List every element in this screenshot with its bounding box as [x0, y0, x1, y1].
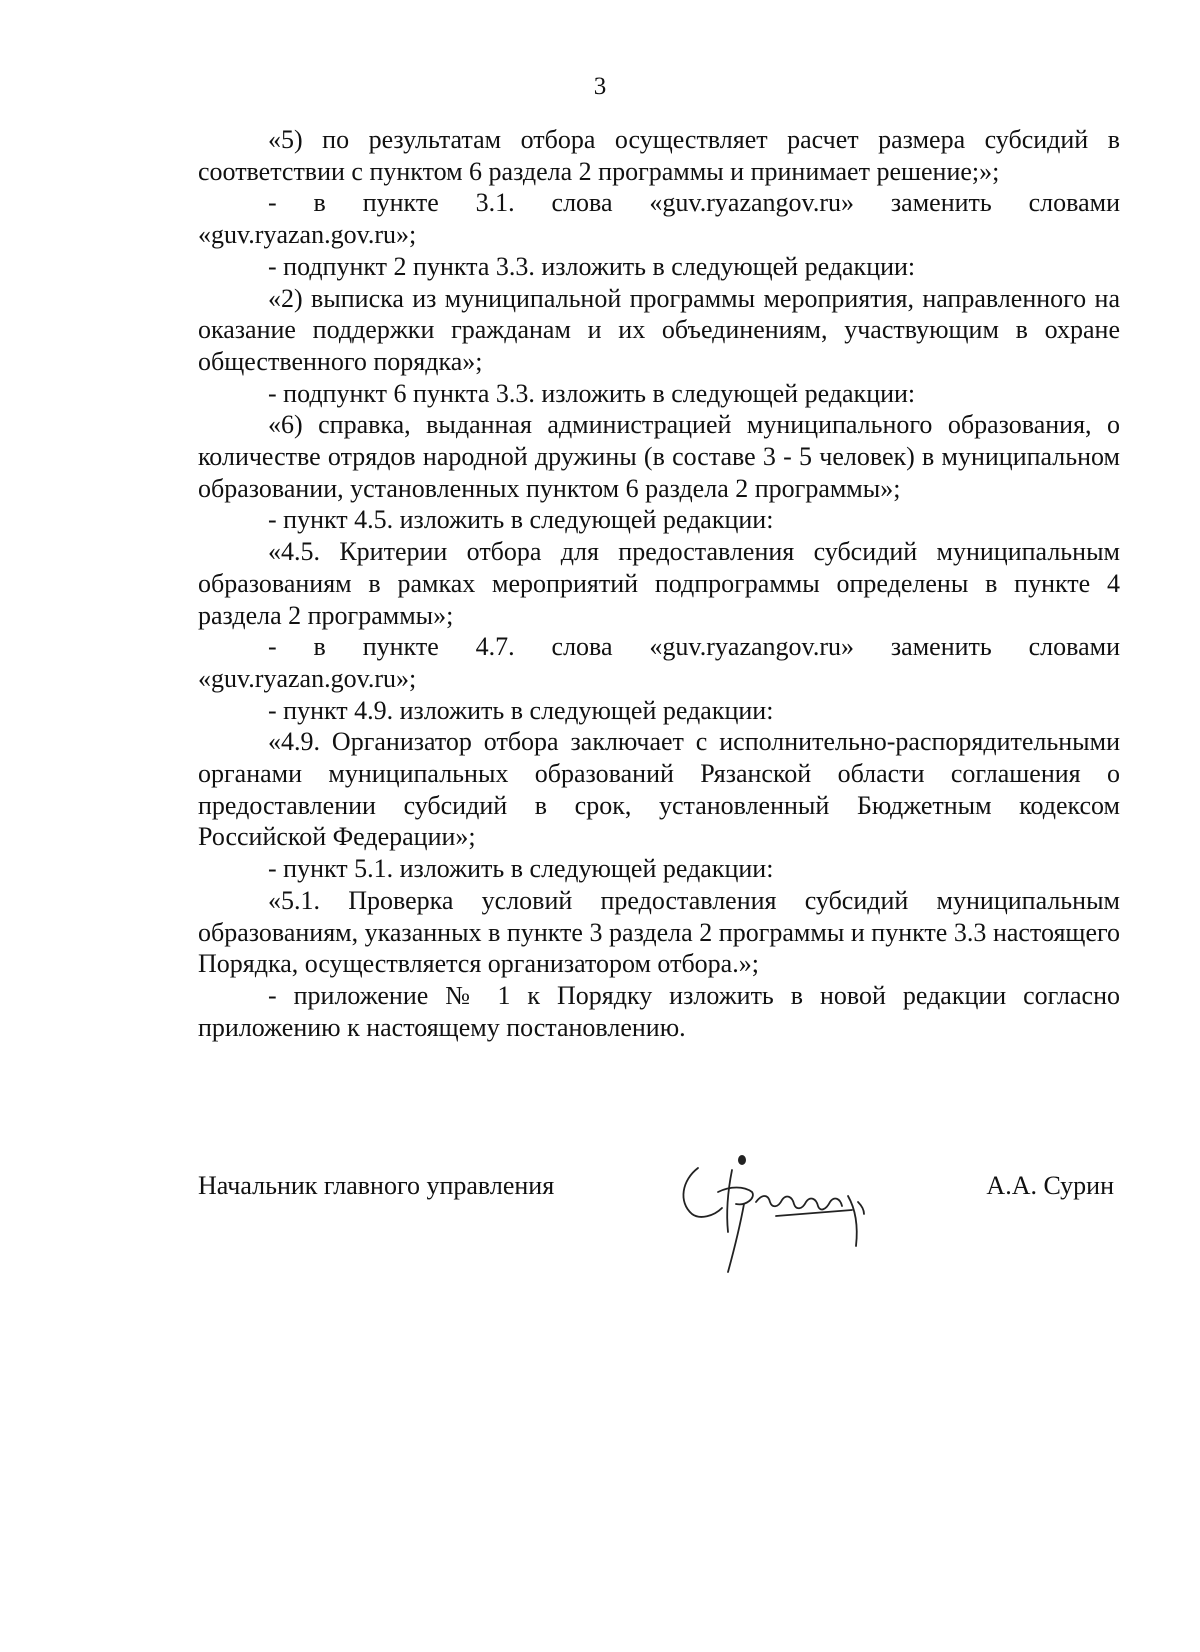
paragraph-clause-4-9-heading: - пункт 4.9. изложить в следующей редакции:: [268, 695, 774, 725]
paragraph-item-5-text: «5) по результатам отбора осуществляет расчет размера субсидий в соответствии с пунктом 6 раздела 2 программы и принимает решение;»;: [198, 125, 1120, 186]
signatory-name: А.А. Сурин: [986, 1171, 1114, 1200]
paragraph-clause-4-7-amendment: - в пункте 4.7. слова «guv.ryazangov.ru» заменить словами «guv.ryazan.gov.ru»;: [198, 632, 1120, 693]
handwritten-signature-icon: [670, 1150, 900, 1290]
paragraph-subclause-6-heading: - подпункт 6 пункта 3.3. изложить в следующей редакции:: [268, 378, 916, 408]
paragraph-subclause-2-text: «2) выписка из муниципальной программы мероприятия, направленного на оказание поддержки гражданам и их объединениям, участвующим в охране общественного порядка»;: [198, 283, 1120, 376]
paragraph-subclause-6-text: «6) справка, выданная администрацией муниципального образования, о количестве отрядов народной дружины (в составе 3 - 5 человек) в муниципальном образовании, установленных пунктом 6 раздела 2 программы»;: [198, 410, 1120, 503]
signature-block: [198, 1150, 1120, 1290]
paragraph-clause-4-5-heading: - пункт 4.5. изложить в следующей редакции:: [268, 505, 774, 535]
paragraph-subclause-2-heading: - подпункт 2 пункта 3.3. изложить в следующей редакции:: [268, 251, 916, 281]
paragraph-appendix-1-amendment: - приложение № 1 к Порядку изложить в новой редакции согласно приложению к настоящему постановлению.: [198, 980, 1120, 1042]
signatory-position: Начальник главного управления: [198, 1171, 555, 1200]
paragraph-clause-3-1-amendment: - в пункте 3.1. слова «guv.ryazangov.ru» заменить словами «guv.ryazan.gov.ru»;: [198, 188, 1120, 250]
paragraph-clause-5-1-heading: - пункт 5.1. изложить в следующей редакции:: [268, 854, 774, 884]
page-number: 3: [593, 73, 607, 100]
paragraph-clause-4-5-text: «4.5. Критерии отбора для предоставления субсидий муниципальным образованиям в рамках мероприятий подпрограммы определены в пункте 4 раздела 2 программы»;: [198, 537, 1120, 630]
paragraph-clause-5-1-text: «5.1. Проверка условий предоставления субсидий муниципальным образованиям, указанных в пункте 3 раздела 2 программы и пункте 3.3 настоящего Порядка, осуществляется организатором отбора.»;: [198, 885, 1120, 979]
paragraph-clause-4-9-text: «4.9. Организатор отбора заключает с исполнительно-распорядительными органами муниципальных образований Рязанской области соглашения о предоставлении субсидий в срок, установленный Бюджетным кодексом Российской Федерации»;: [198, 727, 1120, 852]
document-body: [198, 124, 1120, 1043]
